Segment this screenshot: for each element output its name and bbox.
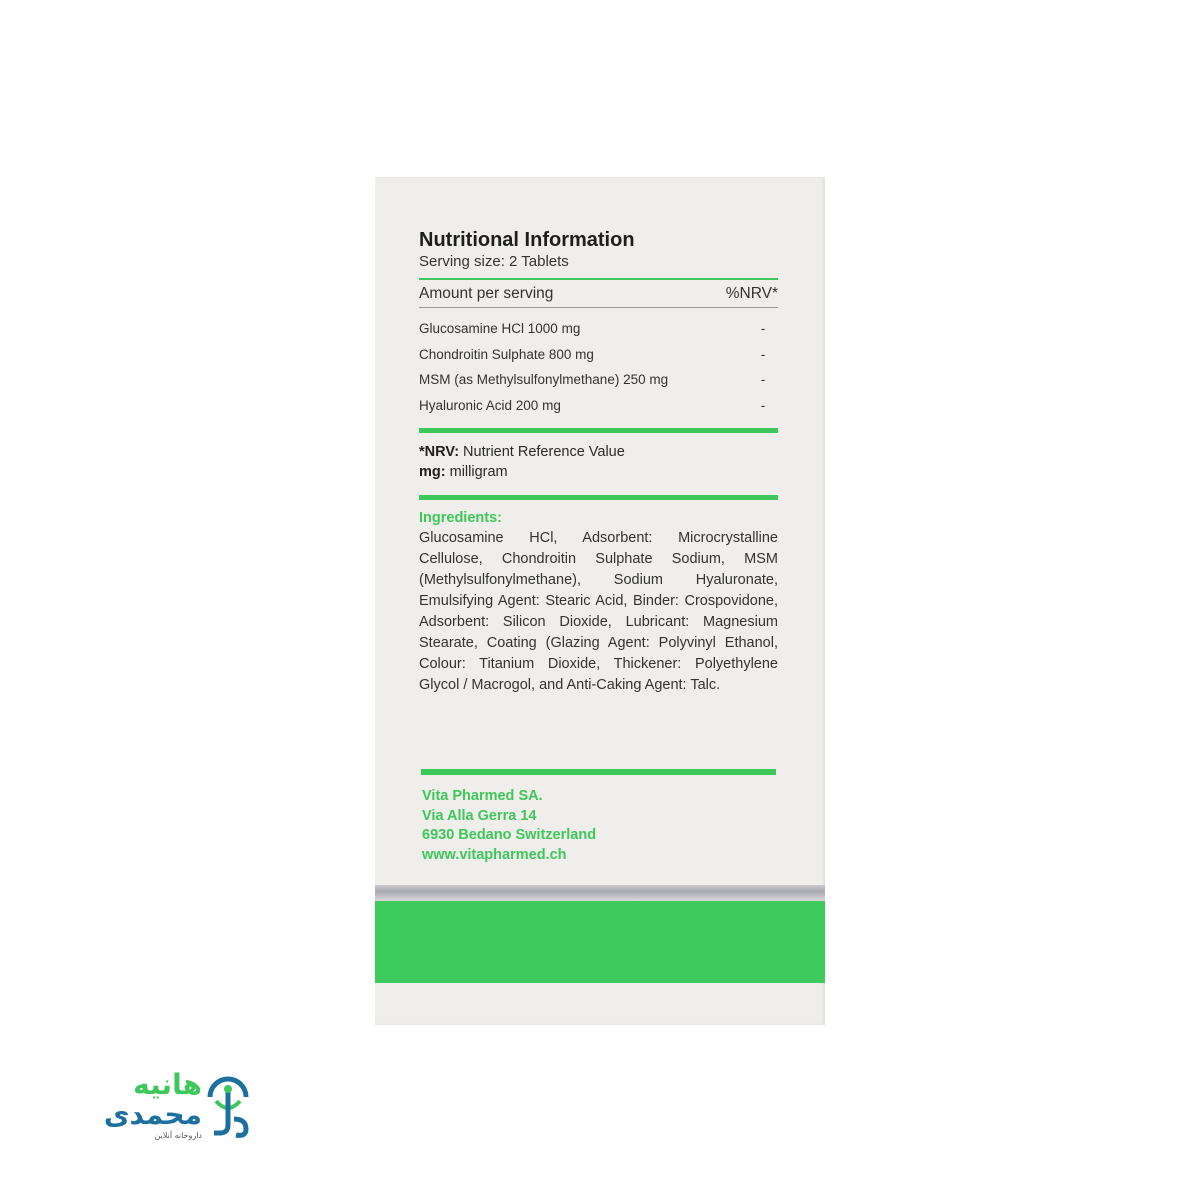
footnote-nrv: *NRV: Nutrient Reference Value — [419, 444, 625, 460]
footnotes — [419, 443, 778, 482]
nutrient-row — [419, 342, 778, 368]
nutrient-nrv: - — [760, 321, 766, 336]
divider — [419, 307, 778, 308]
pharmacy-logo — [60, 1070, 250, 1150]
manufacturer-address — [422, 787, 596, 865]
nutrient-row — [419, 316, 778, 342]
ingredients-heading: Ingredients: — [419, 510, 502, 526]
nutrient-row — [419, 367, 778, 393]
nutrient-nrv: - — [760, 372, 766, 387]
nutrient-nrv: - — [760, 346, 766, 362]
company-name: Vita Pharmed SA. — [422, 788, 543, 804]
nutrient-name: MSM (as Methylsulfonylmethane) 250 mg — [419, 372, 669, 387]
product-box — [375, 177, 825, 1025]
divider — [419, 428, 778, 433]
silver-stripe — [375, 885, 825, 901]
logo-text — [104, 1070, 202, 1142]
logo-tagline: داروخانه آنلاین — [154, 1131, 202, 1140]
amount-header: Amount per serving — [419, 285, 554, 302]
divider — [421, 769, 776, 775]
green-band — [375, 901, 825, 983]
logo-line1: هانیه — [133, 1068, 202, 1101]
amount-header-row — [419, 280, 778, 307]
nutrient-name: Chondroitin Sulphate 800 mg — [419, 346, 594, 362]
ingredients-text: Glucosamine HCl, Adsorbent: Microcrystalline Cellulose, Chondroitin Sulphate Sodium, MSM (Methylsulfonylmethane), Sodium Hyaluronate, Emulsifying Agent: Stearic Acid, Binder: Crospovidone, Adsorbent: Silicon Dioxide, Lubricant: Magnesium Stearate, Coating (Glazing Agent: Polyvinyl Ethanol, Colour: Titanium Dioxide, Thickener: Polyethylene Glycol / Macrogol, and Anti-Caking Agent: Talc. — [419, 530, 778, 693]
nutrient-nrv: - — [760, 397, 766, 413]
nrv-header: %NRV* — [725, 285, 778, 302]
logo-line2: محمدی — [103, 1098, 202, 1131]
pharmacy-emblem-icon — [206, 1075, 250, 1139]
nutrient-name: Hyaluronic Acid 200 mg — [419, 397, 561, 413]
nutrient-list — [419, 316, 778, 418]
panel-title: Nutritional Information — [419, 229, 635, 251]
serving-size: Serving size: 2 Tablets — [419, 253, 569, 270]
nutrition-panel — [419, 229, 778, 696]
nutrient-name: Glucosamine HCl 1000 mg — [419, 321, 581, 336]
nutrient-row — [419, 393, 778, 419]
website: www.vitapharmed.ch — [422, 846, 567, 863]
street: Via Alla Gerra 14 — [422, 807, 537, 824]
footnote-mg: mg: milligram — [419, 463, 508, 480]
divider — [419, 495, 778, 500]
city: 6930 Bedano Switzerland — [422, 827, 597, 843]
